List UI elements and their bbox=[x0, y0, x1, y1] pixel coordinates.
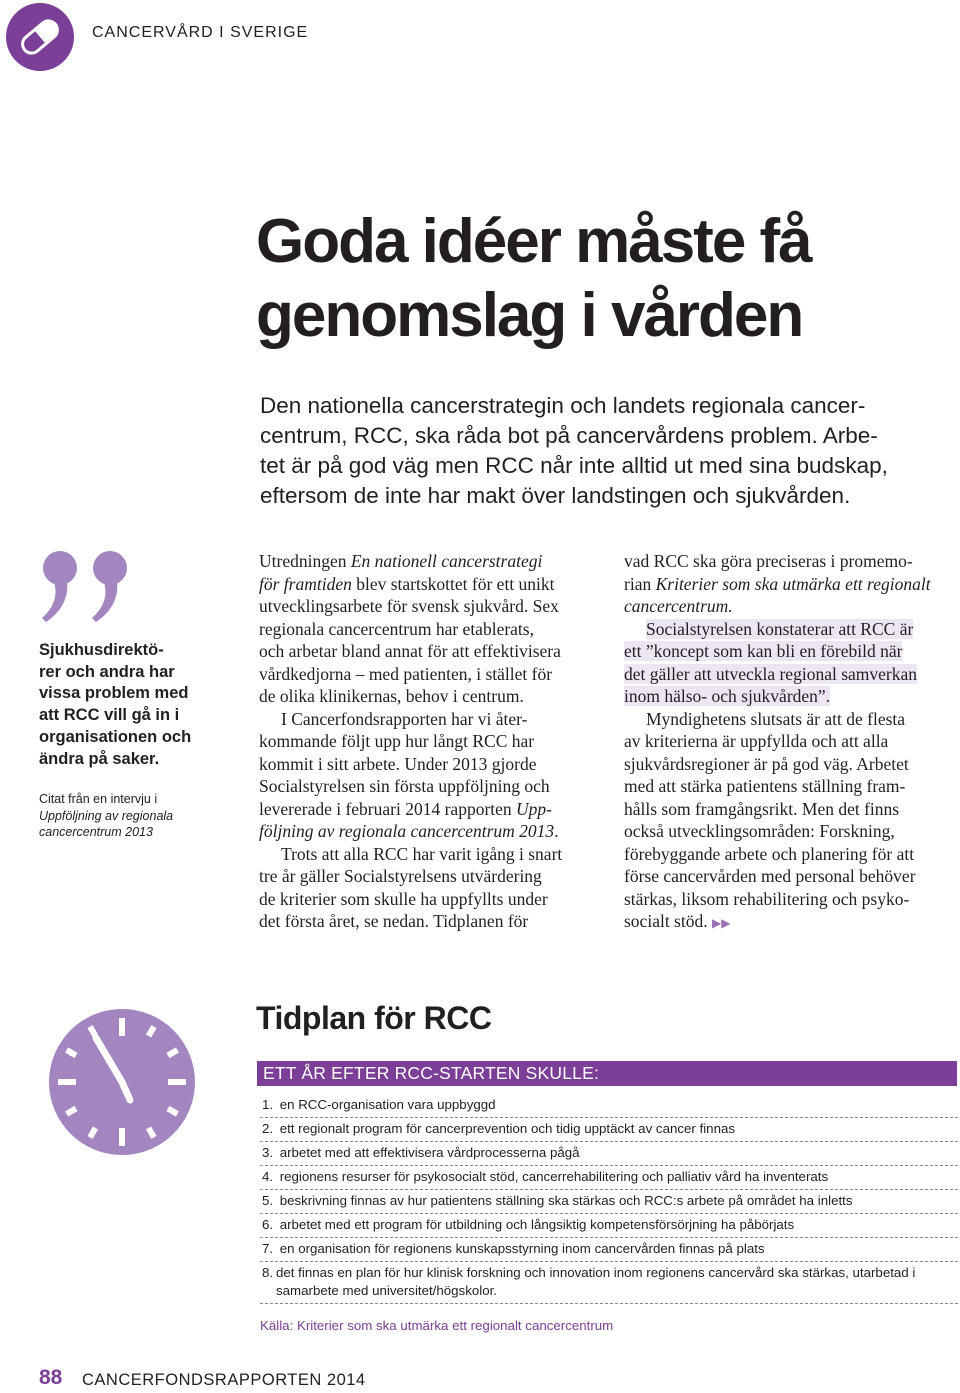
body-line bbox=[624, 618, 931, 641]
pull-quote-line: Sjukhusdirektö- bbox=[39, 641, 164, 659]
item-number: 4. bbox=[262, 1169, 274, 1184]
title-line: genomslag i vården bbox=[256, 281, 803, 350]
body-column-1 bbox=[259, 550, 562, 933]
body-line: utvecklingsarbete för svensk sjukvård. Sex bbox=[259, 596, 559, 616]
body-line: hålls som framgångsrikt. Men det finns bbox=[624, 798, 900, 819]
body-line bbox=[624, 595, 931, 618]
body-line bbox=[624, 573, 931, 596]
title-line: Goda idéer måste få bbox=[256, 207, 811, 276]
highlighted-text: det gäller att utveckla regional samverkan bbox=[624, 663, 917, 684]
timeline-title: Tidplan för RCC bbox=[256, 1000, 492, 1036]
body-text: blev startskottet för ett unikt bbox=[351, 573, 555, 594]
body-line bbox=[624, 663, 931, 686]
quote-source bbox=[39, 791, 229, 841]
double-arrow-icon: ▶▶ bbox=[711, 916, 731, 930]
body-line bbox=[259, 798, 562, 821]
page-number: 88 bbox=[39, 1366, 63, 1389]
body-line: de kriterier som skulle ha uppfyllts under bbox=[259, 888, 548, 909]
body-line: och arbetar bland annat för att effektivisera bbox=[259, 641, 561, 661]
page-title bbox=[256, 205, 946, 353]
list-item bbox=[260, 1214, 958, 1238]
body-text: rian bbox=[624, 573, 656, 594]
ingress bbox=[260, 391, 960, 511]
body-line bbox=[259, 573, 562, 596]
item-text: regionens resurser för psykosocialt stöd, cancerrehabilitering och palliativ vård ha inventerats bbox=[279, 1169, 829, 1184]
list-item bbox=[260, 1142, 958, 1166]
item-text: en organisation för regionens kunskapsstyrning inom cancervården finnas på plats bbox=[279, 1241, 765, 1256]
item-number: 3. bbox=[262, 1145, 274, 1160]
list-item bbox=[260, 1262, 958, 1304]
list-item bbox=[260, 1238, 958, 1262]
item-number: 2. bbox=[262, 1121, 274, 1136]
item-number: 1. bbox=[262, 1097, 274, 1112]
timeline-list bbox=[260, 1094, 958, 1304]
body-line: förebyggande arbete och planering för att bbox=[624, 843, 915, 864]
body-line: de olika klinikernas, behov i centrum. bbox=[259, 686, 524, 706]
pull-quote-line: ändra på saker. bbox=[39, 749, 160, 768]
body-line: också utvecklingsområden: Forskning, bbox=[624, 821, 895, 841]
item-number: 6. bbox=[262, 1217, 274, 1232]
body-line: vad RCC ska göra preciseras i promemo- bbox=[624, 551, 913, 571]
body-line: Myndighetens slutsats är att de flesta bbox=[646, 708, 906, 729]
item-number: 7. bbox=[262, 1241, 274, 1256]
body-line bbox=[259, 820, 562, 843]
body-line: regionala cancercentrum har etablerats, bbox=[259, 618, 534, 639]
pull-quote-line: vissa problem med bbox=[39, 684, 189, 703]
quote-source-line: Uppföljning av regionala bbox=[39, 808, 174, 823]
timeline-header-label: ETT ÅR EFTER RCC-STARTEN SKULLE: bbox=[263, 1063, 600, 1083]
body-line: av kriterierna är uppfyllda och att alla bbox=[624, 731, 889, 751]
highlighted-text: Socialstyrelsen konstaterar att RCC är bbox=[646, 618, 914, 639]
item-number: 5. bbox=[262, 1193, 274, 1208]
body-line: tre år gäller Socialstyrelsens utvärdering bbox=[259, 866, 542, 886]
body-italic: cancercentrum. bbox=[624, 596, 733, 616]
item-text: en RCC-organisation vara uppbyggd bbox=[279, 1097, 496, 1112]
body-italic: följning av regionala cancercentrum 2013 bbox=[259, 821, 555, 841]
body-italic: En nationell cancerstrategi bbox=[350, 551, 543, 571]
section-label: CANCERVÅRD I SVERIGE bbox=[92, 24, 309, 41]
body-line: Trots att alla RCC har varit igång i snart bbox=[281, 843, 563, 864]
timeline-header-bar bbox=[257, 1061, 957, 1086]
body-text: . bbox=[554, 821, 559, 841]
body-line: kommit i sitt arbete. Under 2013 gjorde bbox=[259, 753, 537, 774]
pull-quote-line: att RCC vill gå in i bbox=[39, 706, 180, 725]
list-item bbox=[260, 1190, 958, 1214]
item-text: ett regionalt program för cancerprevention och tidig upptäckt av cancer finnas bbox=[279, 1121, 736, 1136]
highlighted-text: inom hälso- och sjukvården”. bbox=[624, 686, 831, 706]
body-line bbox=[259, 550, 562, 573]
body-italic: för framtiden bbox=[259, 573, 352, 594]
body-line: kommande följt upp hur långt RCC har bbox=[259, 731, 535, 751]
body-line: förse cancervården med personal behöver bbox=[624, 866, 916, 886]
ingress-line: centrum, RCC, ska råda bot på cancervårdens problem. Arbe- bbox=[260, 423, 878, 448]
body-line: Socialstyrelsen sin första uppföljning och bbox=[259, 776, 550, 796]
pill-icon bbox=[6, 3, 74, 71]
body-text: socialt stöd. bbox=[624, 911, 708, 931]
list-item bbox=[260, 1094, 958, 1118]
list-item bbox=[260, 1166, 958, 1190]
body-italic: Upp- bbox=[516, 798, 552, 819]
quote-source-line: cancercentrum 2013 bbox=[39, 825, 153, 840]
body-line: sjukvårdsregioner är på god väg. Arbetet bbox=[624, 753, 909, 774]
body-column-2 bbox=[624, 550, 931, 935]
quote-mark-icon bbox=[40, 548, 132, 633]
item-text: det finnas en plan för hur klinisk forskning och innovation inom regionens cancervård ska stärkas, utarbetad i samarbete med universitet/högskolor. bbox=[276, 1265, 916, 1298]
body-line: I Cancerfondsrapporten har vi åter- bbox=[281, 708, 528, 729]
publication-name: CANCERFONDSRAPPORTEN 2014 bbox=[82, 1371, 366, 1389]
quote-source-line: Citat från en intervju i bbox=[39, 792, 158, 806]
highlighted-text: ett ”koncept som kan bli en förebild när bbox=[624, 641, 903, 661]
clock-icon bbox=[48, 1008, 196, 1161]
pull-quote bbox=[39, 640, 229, 770]
body-line: stärkas, liksom rehabilitering och psyko- bbox=[624, 888, 910, 909]
body-line: det första året, se nedan. Tidplanen för bbox=[259, 911, 529, 931]
pull-quote-line: rer och andra har bbox=[39, 662, 175, 681]
item-text: arbetet med att effektivisera vårdprocesserna pågå bbox=[279, 1145, 580, 1160]
item-text: beskrivning finnas av hur patientens ställning ska stärkas och RCC:s arbete på området ha inletts bbox=[279, 1193, 853, 1208]
pull-quote-line: organisationen och bbox=[39, 727, 192, 746]
ingress-line: tet är på god väg men RCC når inte alltid ut med sina budskap, bbox=[260, 453, 888, 478]
body-italic: Kriterier som ska utmärka ett regionalt bbox=[655, 573, 931, 594]
item-text: arbetet med ett program för utbildning och långsiktig kompetensförsörjning ha påbörjats bbox=[279, 1217, 795, 1232]
timeline-source: Källa: Kriterier som ska utmärka ett regionalt cancercentrum bbox=[260, 1318, 614, 1333]
body-line bbox=[624, 685, 931, 708]
ingress-line: Den nationella cancerstrategin och landets regionala cancer- bbox=[260, 393, 866, 418]
body-text: levererade i februari 2014 rapporten bbox=[259, 798, 517, 819]
body-text: Utredningen bbox=[259, 551, 351, 571]
item-number: 8. bbox=[262, 1265, 274, 1280]
body-line: vårdkedjorna – med patienten, i stället för bbox=[259, 663, 553, 684]
ingress-line: eftersom de inte har makt över landstingen och sjukvården. bbox=[260, 483, 851, 508]
list-item bbox=[260, 1118, 958, 1142]
body-line: med att stärka patientens ställning fram- bbox=[624, 776, 906, 796]
body-line bbox=[624, 910, 931, 935]
body-line bbox=[624, 640, 931, 663]
